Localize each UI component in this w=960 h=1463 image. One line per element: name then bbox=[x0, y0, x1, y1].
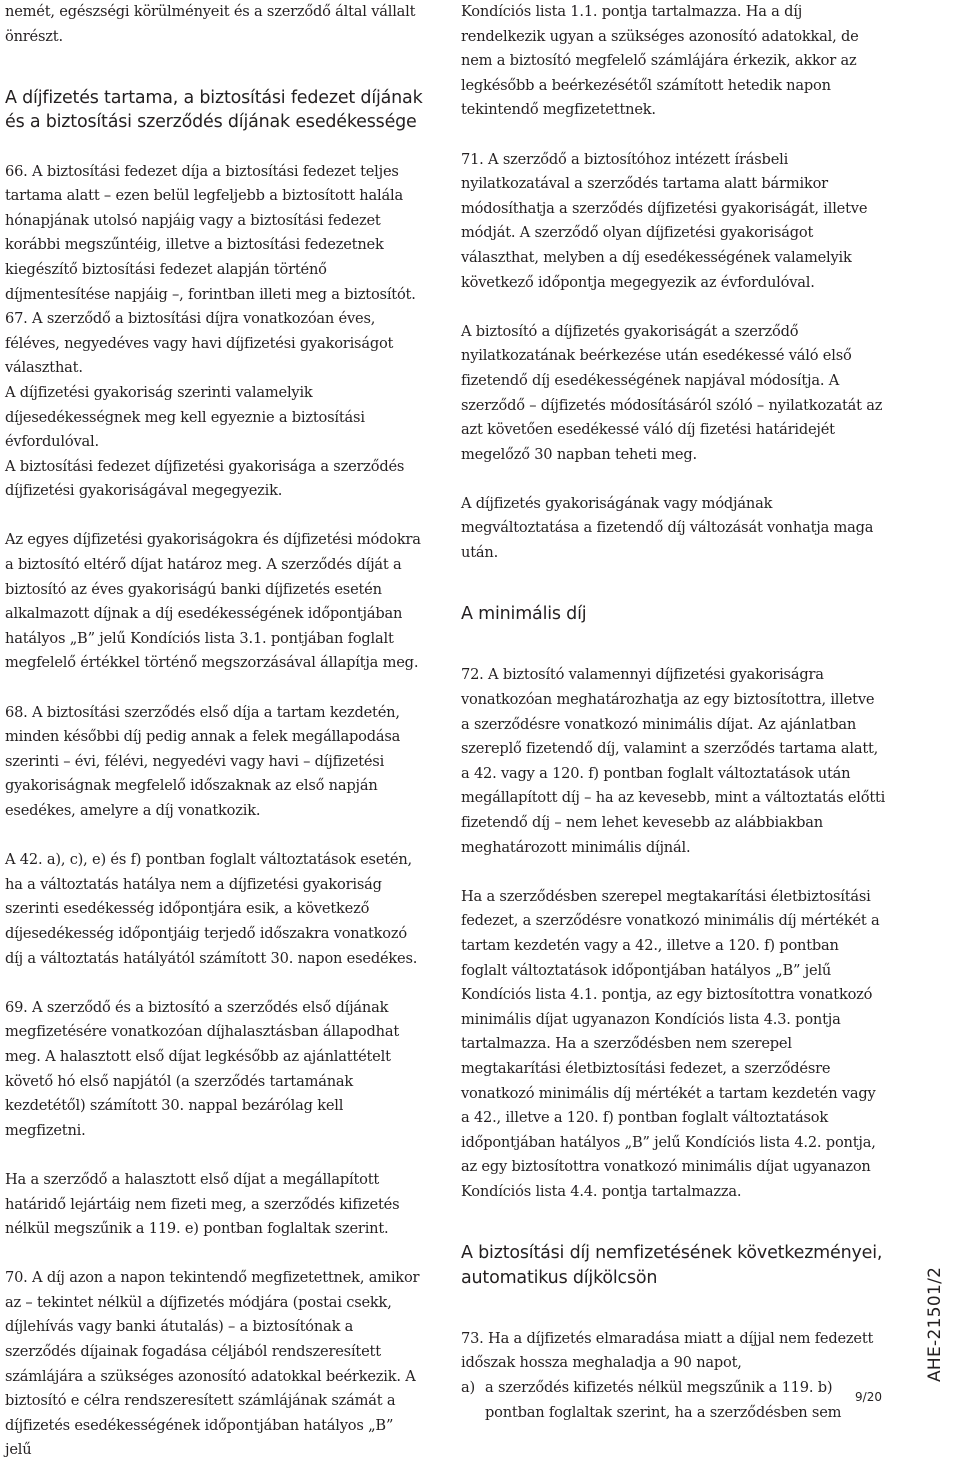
paragraph-66: 66. A biztosítási fedezet díja a biztosítási fedezet teljes tartama alatt – ezen belül legfeljebb a biztosított halála hónapjának utolsó napjáig vagy a biztosítási fedezet korábbi megszűntéig, illetve a biztosítási fedezetnek kiegészítő biztosítási fedezet alapján történő díjmentesítése napjáig –, forintban illeti meg a biztosítót. bbox=[5, 162, 416, 303]
paragraph-67-anniversary: A díjfizetési gyakoriság szerinti valamelyik díjesedékességnek meg kell egyeznie a biztosítási évfordulóval. bbox=[5, 383, 365, 451]
list-marker: a) bbox=[461, 1379, 475, 1397]
paragraph-70-continued: Kondíciós lista 1.1. pontja tartalmazza. Ha a díj rendelkezik ugyan a szükséges azonosító adatokkal, de nem a biztosító megfelelő számlájára érkezik, akkor az legkésőbb a beérkezésétől számított hetedik napon tekintendő megfizetettnek. bbox=[461, 3, 859, 119]
paragraph-67: 67. A szerződő a biztosítási díjra vonatkozóan éves, féléves, negyedéves vagy havi díjfizetési gyakoriságot választhat. bbox=[5, 310, 394, 377]
paragraph-70: 70. A díj azon a napon tekintendő megfizetettnek, amikor az – tekintet nélkül a díjfizetés módjára (postai csekk, díjlehívás vagy banki átutalás) – a biztosítónak a szerződés díjainak fogadása céljából rendszeresített számlájára a szükséges azonosító adatokkal beérkezik. A biztosító e célra rendszeresített számlájának számát a díjfizetés esedékességének időpontjában hatályos „B” jelű bbox=[5, 1269, 420, 1459]
list-item-73a bbox=[461, 1376, 886, 1425]
paragraph-73: 73. Ha a díjfizetés elmaradása miatt a díjjal nem fedezett időszak hossza meghaladja a 90 napot, bbox=[461, 1329, 874, 1372]
paragraph-71-change: A díjfizetés gyakoriságának vagy módjának megváltoztatása a fizetendő díj változását vonhatja maga után. bbox=[461, 494, 874, 562]
section-heading-payment-due: A díjfizetés tartama, a biztosítási fedezet díjának és a biztosítási szerződés díjának esedékessége bbox=[5, 87, 423, 133]
section-heading-nonpayment: A biztosítási díj nemfizetésének következményei, automatikus díjkölcsön bbox=[461, 1243, 883, 1288]
paragraph-69-deferred: Ha a szerződő a halasztott első díjat a megállapított határidő lejártáig nem fizeti meg, a szerződés kifizetés nélkül megszűnik a 119. e) pontban foglaltak szerint. bbox=[5, 1170, 400, 1238]
right-column bbox=[461, 0, 886, 1425]
page-number: 9/20 bbox=[855, 1390, 882, 1404]
paragraph-68: 68. A biztosítási szerződés első díja a tartam kezdetén, minden későbbi díj pedig annak a felek megállapodása szerinti – évi, félévi, negyedévi vagy havi – díjfizetési gyakoriságnak megfelelő időszaknak az első napján esedékes, amelyre a díj vonatkozik. bbox=[5, 703, 401, 819]
paragraph-42-changes: A 42. a), c), e) és f) pontban foglalt változtatások esetén, ha a változtatás hatálya nem a díjfizetési gyakoriság szerinti esedékesség időpontjára esik, a következő díjesedékesség időpontjáig terjedő időszakra vonatkozó díj a változtatás hatályától számított 30. napon esedékes. bbox=[5, 851, 418, 967]
paragraph-72-savings: Ha a szerződésben szerepel megtakarítási életbiztosítási fedezet, a szerződésre vonatkozó minimális díj mértékét a tartam kezdetén vagy a 42., illetve a 120. f) pontban foglalt változtatások időpontjában hatályos „B” jelű Kondíciós lista 4.1. pontja, az egy biztosítottra vonatkozó minimális díjat ugyanazon Kondíciós lista 4.3. pontja tartalmazza. Ha a szerződésben nem szerepel megtakarítási életbiztosítási fedezet, a szerződésre vonatkozó minimális díj mértékét a tartam kezdetén vagy a 42., illetve a 120. f) pontban foglalt változtatások időpontjában hatályos „B” jelű Kondíciós lista 4.2. pontja, az egy biztosítottra vonatkozó minimális díjat ugyanazon Kondíciós lista 4.4. pontja tartalmazza. bbox=[461, 887, 880, 1200]
section-heading-minimum-fee: A minimális díj bbox=[461, 604, 587, 625]
paragraph-72: 72. A biztosító valamennyi díjfizetési gyakoriságra vonatkozóan meghatározhatja az egy biztosítottra, illetve a szerződésre vonatkozó minimális díjat. Az ajánlatban szereplő fizetendő díj, valamint a szerződés tartama alatt, a 42. vagy a 120. f) pontban foglalt változtatások után megállapított díj – ha az kevesebb, mint a változtatás előtti fizetendő díj – nem lehet kevesebb az alábbiakban meghatározott minimális díjnál. bbox=[461, 666, 886, 856]
left-column bbox=[5, 0, 423, 1463]
paragraph-69: 69. A szerződő és a biztosító a szerződés első díjának megfizetésére vonatkozóan díjhalasztásban állapodhat meg. A halasztott első díjat legkésőbb az ajánlattételt követő hó első napjától (a szerződés tartamának kezdetétől) számított 30. nappal bezárólag kell megfizetni. bbox=[5, 998, 400, 1139]
paragraph-67-frequency: A biztosítási fedezet díjfizetési gyakorisága a szerződés díjfizetési gyakoriságával megegyezik. bbox=[5, 457, 405, 500]
paragraph-intro: nemét, egészségi körülményeit és a szerződő által vállalt önrészt. bbox=[5, 3, 416, 45]
paragraph-frequency-rates: Az egyes díjfizetési gyakoriságokra és díjfizetési módokra a biztosító eltérő díjat határoz meg. A szerződés díját a biztosító az éves gyakoriságú banki díjfizetés esetén alkalmazott díjnak a díj esedékességének időpontjában hatályos „B” jelű Kondíciós lista 3.1. pontjában foglalt megfelelő értékkel történő megszorzásával állapítja meg. bbox=[5, 531, 421, 672]
document-code: AHE-21501/2 bbox=[925, 1266, 945, 1382]
paragraph-71: 71. A szerződő a biztosítóhoz intézett írásbeli nyilatkozatával a szerződés tartama alatt bármikor módosíthatja a szerződés díjfizetési gyakoriságát, illetve módját. A szerződő olyan díjfizetési gyakoriságot választhat, melyben a díj esedékességének valamelyik következő időpontja megegyezik az évfordulóval. bbox=[461, 150, 868, 291]
paragraph-71-modification: A biztosító a díjfizetés gyakoriságát a szerződő nyilatkozatának beérkezése után esedékessé váló első fizetendő díj esedékességének napjával módosítja. A szerződő – díjfizetés módosításáról szóló – nyilatkozatát az azt követően esedékessé váló díj fizetési határidejét megelőző 30 napban teheti meg. bbox=[461, 322, 883, 463]
list-item-text: a szerződés kifizetés nélkül megszűnik a 119. b) pontban foglaltak szerint, ha a szerződésben sem bbox=[485, 1379, 842, 1421]
